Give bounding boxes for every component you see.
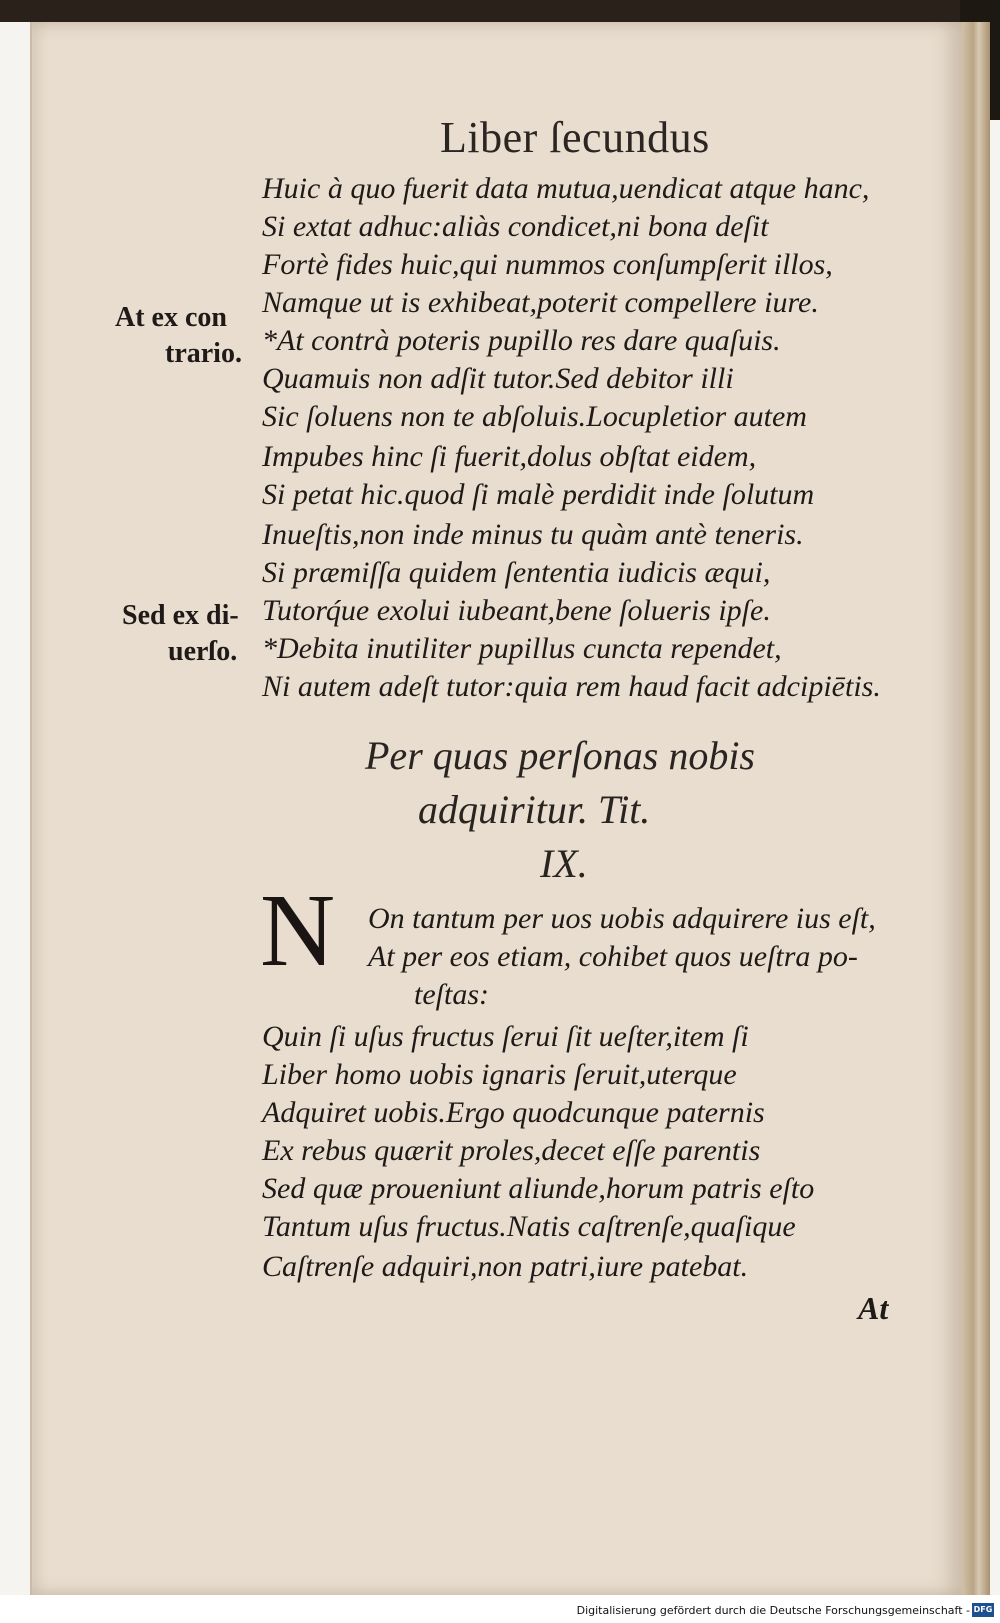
marginal-note: At ex con	[115, 302, 227, 333]
verse-line: *Debita inutiliter pupillus cuncta rependet,	[262, 632, 782, 665]
drop-cap: N	[260, 873, 336, 988]
verse-line: Caſtrenſe adquiri,non patri,iure patebat.	[262, 1250, 749, 1283]
section-title-number: IX.	[540, 841, 588, 886]
verse-line: Fortè fides huic,qui nummos conſumpſerit illos,	[262, 248, 833, 281]
verse-line: Si extat adhuc:aliàs condicet,ni bona deſit	[262, 210, 769, 243]
verse-line: Liber homo uobis ignaris ſeruit,uterque	[262, 1058, 737, 1091]
verse-line: Quin ſi uſus fructus ſerui ſit ueſter,item ſi	[262, 1020, 749, 1053]
marginal-note: Sed ex di-	[122, 600, 239, 631]
verse-line: Quamuis non adſit tutor.Sed debitor illi	[262, 362, 734, 395]
verse-line: Sed quæ proueniunt aliunde,horum patris eſto	[262, 1172, 815, 1205]
section-title: Per quas perſonas nobis	[365, 733, 755, 778]
verse-line: Sic ſoluens non te abſoluis.Locupletior autem	[262, 400, 807, 433]
verse-line: Ni autem adeſt tutor:quia rem haud facit adcipiētis.	[262, 670, 881, 703]
running-head: Liber ſecundus	[440, 113, 710, 162]
verse-line: Tutorq́ue exolui iubeant,bene ſolueris ipſe.	[262, 594, 771, 627]
verse-line: Si petat hic.quod ſi malè perdidit inde ſolutum	[262, 478, 815, 511]
verse-line: *At contrà poteris pupillo res dare quaſuis.	[262, 324, 781, 357]
verse-line: Tantum uſus fructus.Natis caſtrenſe,quaſique	[262, 1210, 796, 1243]
verse-line: On tantum per uos uobis adquirere ius eſt,	[368, 902, 876, 935]
verse-line: Adquiret uobis.Ergo quodcunque paternis	[262, 1096, 765, 1129]
verse-line: Impubes hinc ſi fuerit,dolus obſtat eidem,	[262, 440, 757, 473]
verse-line: teſtas:	[414, 978, 489, 1011]
verse-line: Huic à quo fuerit data mutua,uendicat atque hanc,	[262, 172, 870, 205]
marginal-note: trario.	[165, 338, 242, 369]
footer-credit: Digitalisierung gefördert durch die Deutsche Forschungsgemeinschaft -	[576, 1604, 970, 1617]
book-edge-top	[0, 0, 1000, 22]
verse-line: Ex rebus quærit proles,decet eſſe parentis	[262, 1134, 761, 1167]
catchword: At	[858, 1290, 889, 1326]
page-edge	[962, 22, 990, 1595]
verse-line: At per eos etiam, cohibet quos ueſtra po-	[368, 940, 858, 973]
verse-line: Si præmiſſa quidem ſententia iudicis æqui,	[262, 556, 771, 589]
section-title: adquiritur. Tit.	[418, 787, 651, 832]
verse-line: Inueſtis,non inde minus tu quàm antè teneris.	[262, 518, 804, 551]
dfg-logo: DFG	[972, 1603, 994, 1617]
verse-line: Namque ut is exhibeat,poterit compellere iure.	[262, 286, 819, 319]
marginal-note: uerſo.	[168, 636, 238, 667]
